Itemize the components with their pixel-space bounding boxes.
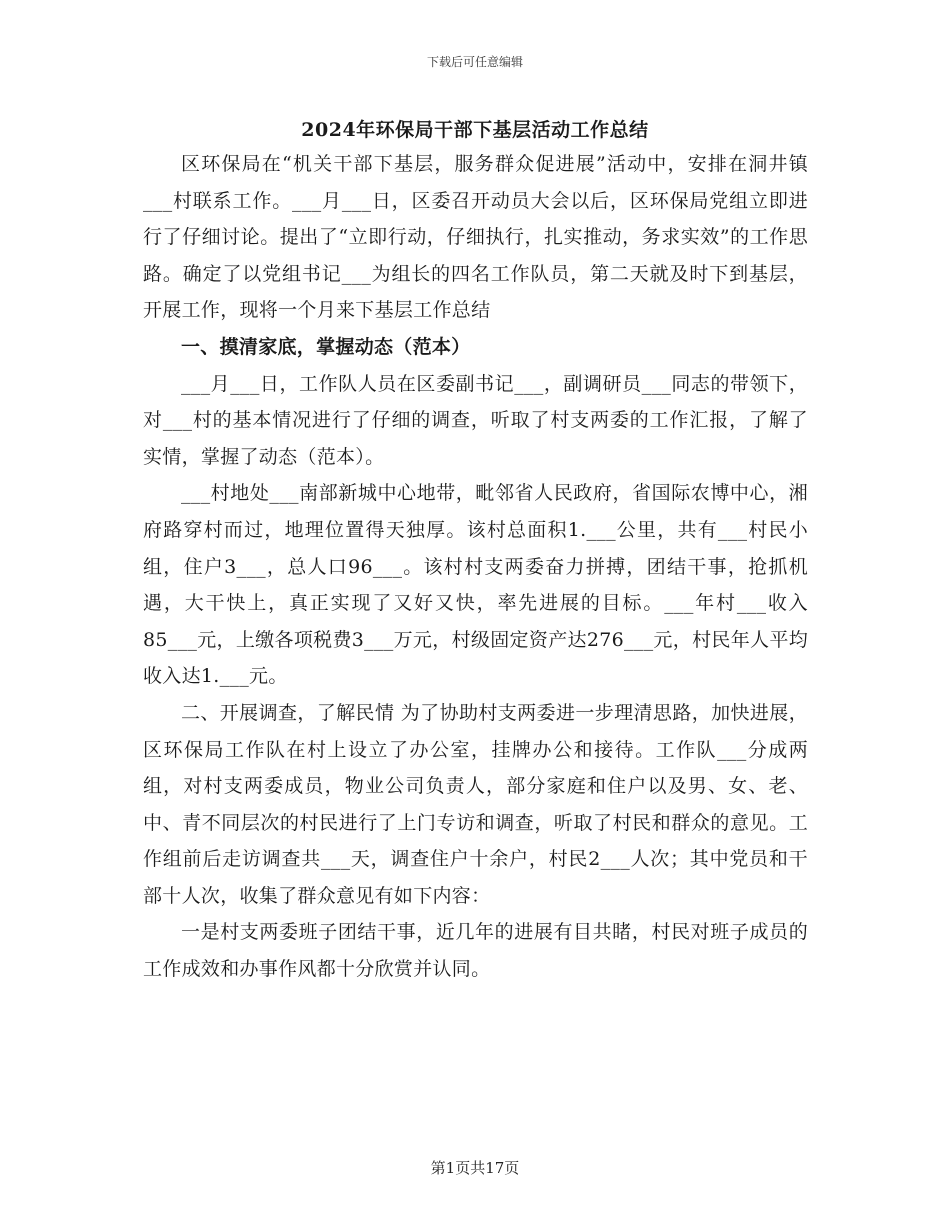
paragraph-section-2: 二、开展调查，了解民情 为了协助村支两委进一步理清思路，加快进展，区环保局工作队在村上设立了办公室，挂牌办公和接待。工作队___分成两组，对村支两委成员，物业公司负责人，部分家庭和住户以及男、女、老、中、青不同层次的村民进行了上门专访和调查，听取了村民和群众的意见。工作组前后走访调查共___天，调查住户十余户，村民2___人次；其中党员和干部十人次，收集了群众意见有如下内容： [143, 701, 808, 907]
page-number: 第1页共17页 [430, 1159, 520, 1177]
document-body [143, 146, 808, 988]
paragraph-intro: 区环保局在“机关干部下基层，服务群众促进展”活动中，安排在洞井镇___村联系工作。___月___日，区委召开动员大会以后，区环保局党组立即进行了仔细讨论。提出了“立即行动，仔细执行，扎实推动，务求实效”的工作思路。确定了以党组书记___为组长的四名工作队员，第二天就及时下到基层，开展工作，现将一个月来下基层工作总结 [143, 153, 808, 322]
paragraph-village-profile: ___村地处___南部新城中心地带，毗邻省人民政府，省国际农博中心，湘府路穿村而过，地理位置得天独厚。该村总面积1.___公里，共有___村民小组，住户3___，总人口96___。该村村支两委奋力拼搏，团结干事，抢抓机遇，大干快上，真正实现了又好又快，率先进展的目标。___年村___收入85___元，上缴各项税费3___万元，村级固定资产达276___元，村民年人平均收入达1.___元。 [143, 482, 808, 688]
header-note: 下载后可任意编辑 [426, 55, 523, 69]
paragraph-finding-1: 一是村支两委班子团结干事，近几年的进展有目共睹，村民对班子成员的工作成效和办事作风都十分欣赏并认同。 [143, 921, 808, 981]
document-title: 2024年环保局干部下基层活动工作总结 [301, 119, 649, 141]
section-heading-1: 一、摸清家底，掌握动态（范本） [181, 335, 471, 358]
paragraph-investigation: ___月___日，工作队人员在区委副书记___，副调研员___同志的带领下，对___村的基本情况进行了仔细的调查，听取了村支两委的工作汇报，了解了实情，掌握了动态（范本）。 [143, 372, 808, 468]
